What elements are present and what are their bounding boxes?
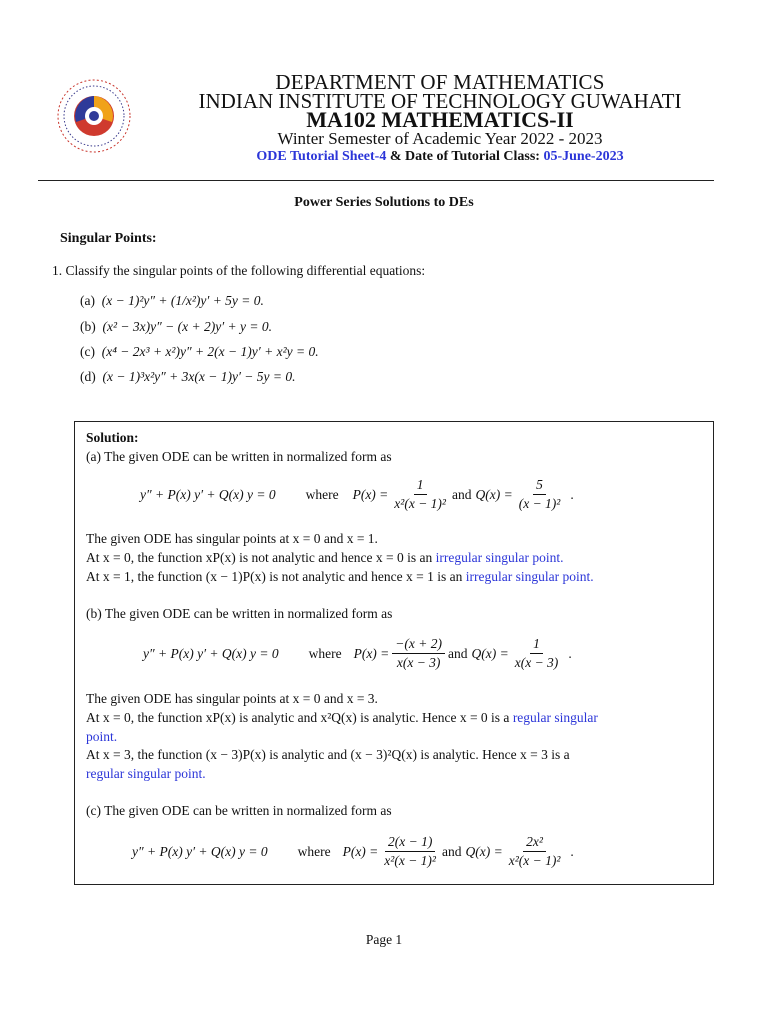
classification: regular singular [512,710,598,725]
solution-c-intro: (c) The given ODE can be written in normalized form as [86,803,392,818]
solution-b-line3-cont: regular singular point. [86,766,206,781]
q-denominator: x²(x − 1)² [508,853,561,868]
where-word: where [305,486,339,502]
amp: & [389,149,402,164]
part-equation: (x − 1)²y″ + (1/x²)y′ + 5y = 0. [101,293,264,308]
part-equation: (x² − 3x)y″ − (x + 2)y′ + y = 0. [102,319,272,334]
q-fraction [516,477,564,512]
ode-normalized: y″ + P(x) y′ + Q(x) y = 0 [132,843,268,859]
ode-normalized: y″ + P(x) y′ + Q(x) y = 0 [143,645,279,661]
p-lhs: P(x) = [352,486,389,502]
p-numerator: 2(x − 1) [385,834,435,852]
eq-end: . [570,486,574,502]
sheet-date-line [140,149,740,165]
sheet-label: ODE Tutorial Sheet-4 [256,149,387,164]
solution-b-line3: At x = 3, the function (x − 3)P(x) is analytic and (x − 3)²Q(x) is analytic. Hence x = 3 is a [86,747,570,762]
semester-line: Winter Semester of Academic Year 2022 - 2023 [277,129,603,148]
part-label: (b) [80,319,96,334]
solution-b-line2-cont: point. [86,729,118,744]
q-numerator: 5 [533,477,546,495]
q-denominator: x(x − 3) [514,655,559,670]
q-numerator: 2x² [523,834,546,852]
part-d [80,369,296,385]
classification: irregular singular point. [435,550,564,565]
eq-end: . [570,843,574,859]
p-fraction [391,477,449,512]
solution-a-line3 [86,567,594,586]
question-text: Classify the singular points of the following differential equations: [65,263,426,278]
solution-a-line1: The given ODE has singular points at x = 0 and x = 1. [86,531,378,546]
solution-b-line1: The given ODE has singular points at x = 0 and x = 3. [86,691,378,706]
course-title: MA102 MATHEMATICS-II [306,107,574,132]
question-1 [52,263,425,279]
part-label: (a) [80,293,95,308]
q-denominator: (x − 1)² [518,496,561,511]
p-denominator: x²(x − 1)² [394,496,446,511]
and-word: and [448,645,468,661]
solution-c-equation [132,834,574,869]
part-b [80,319,272,335]
date-label: Date of Tutorial Class: [405,149,540,164]
page-number: Page 1 [365,932,403,947]
question-number: 1. [52,263,63,278]
part-equation: (x⁴ − 2x³ + x²)y″ + 2(x − 1)y′ + x²y = 0. [101,344,319,359]
solution-a-intro: (a) The given ODE can be written in normalized form as [86,449,392,464]
p-denominator: x²(x − 1)² [384,853,436,868]
p-numerator: −(x + 2) [392,636,445,654]
and-word: and [451,486,472,502]
section-heading: Singular Points: [60,231,157,246]
p-lhs: P(x) = [342,843,379,859]
part-label: (c) [80,344,95,359]
institute-logo [54,76,134,156]
q-numerator: 1 [530,636,543,654]
q-fraction [506,834,564,869]
part-label: (d) [80,369,96,384]
line-text: At x = 1, the function (x − 1)P(x) is not analytic and hence x = 1 is an [86,569,463,584]
part-equation: (x − 1)³x²y″ + 3x(x − 1)y′ − 5y = 0. [102,369,296,384]
line-text: At x = 0, the function xP(x) is analytic and x²Q(x) is analytic. Hence x = 0 is a [86,710,510,725]
sheet-title: Power Series Solutions to DEs [294,195,474,210]
p-numerator: 1 [414,477,427,495]
where-word: where [308,645,342,661]
ode-normalized: y″ + P(x) y′ + Q(x) y = 0 [140,486,276,502]
part-a [80,293,264,309]
q-fraction [512,636,562,671]
q-lhs: Q(x) = [471,645,509,661]
part-c [80,344,319,360]
p-lhs: P(x) = [353,645,390,661]
solution-b-line2 [86,708,598,727]
solution-b-intro: (b) The given ODE can be written in normalized form as [86,606,393,621]
solution-b-equation [143,636,572,671]
date-value: 05-June-2023 [543,149,624,164]
solution-a-equation [140,477,574,512]
q-lhs: Q(x) = [465,843,503,859]
header-rule [38,180,714,181]
and-word: and [441,843,462,859]
eq-end: . [568,645,572,661]
q-lhs: Q(x) = [475,486,513,502]
p-fraction [381,834,439,869]
department-name: DEPARTMENT OF MATHEMATICS [275,70,605,94]
solution-heading: Solution: [86,430,139,445]
institute-name: INDIAN INSTITUTE OF TECHNOLOGY GUWAHATI [198,89,682,113]
where-word: where [297,843,331,859]
p-fraction [392,636,445,671]
classification: irregular singular point. [465,569,594,584]
solution-a-line2 [86,548,564,567]
p-denominator: x(x − 3) [396,655,441,670]
line-text: At x = 0, the function xP(x) is not analytic and hence x = 0 is an [86,550,433,565]
